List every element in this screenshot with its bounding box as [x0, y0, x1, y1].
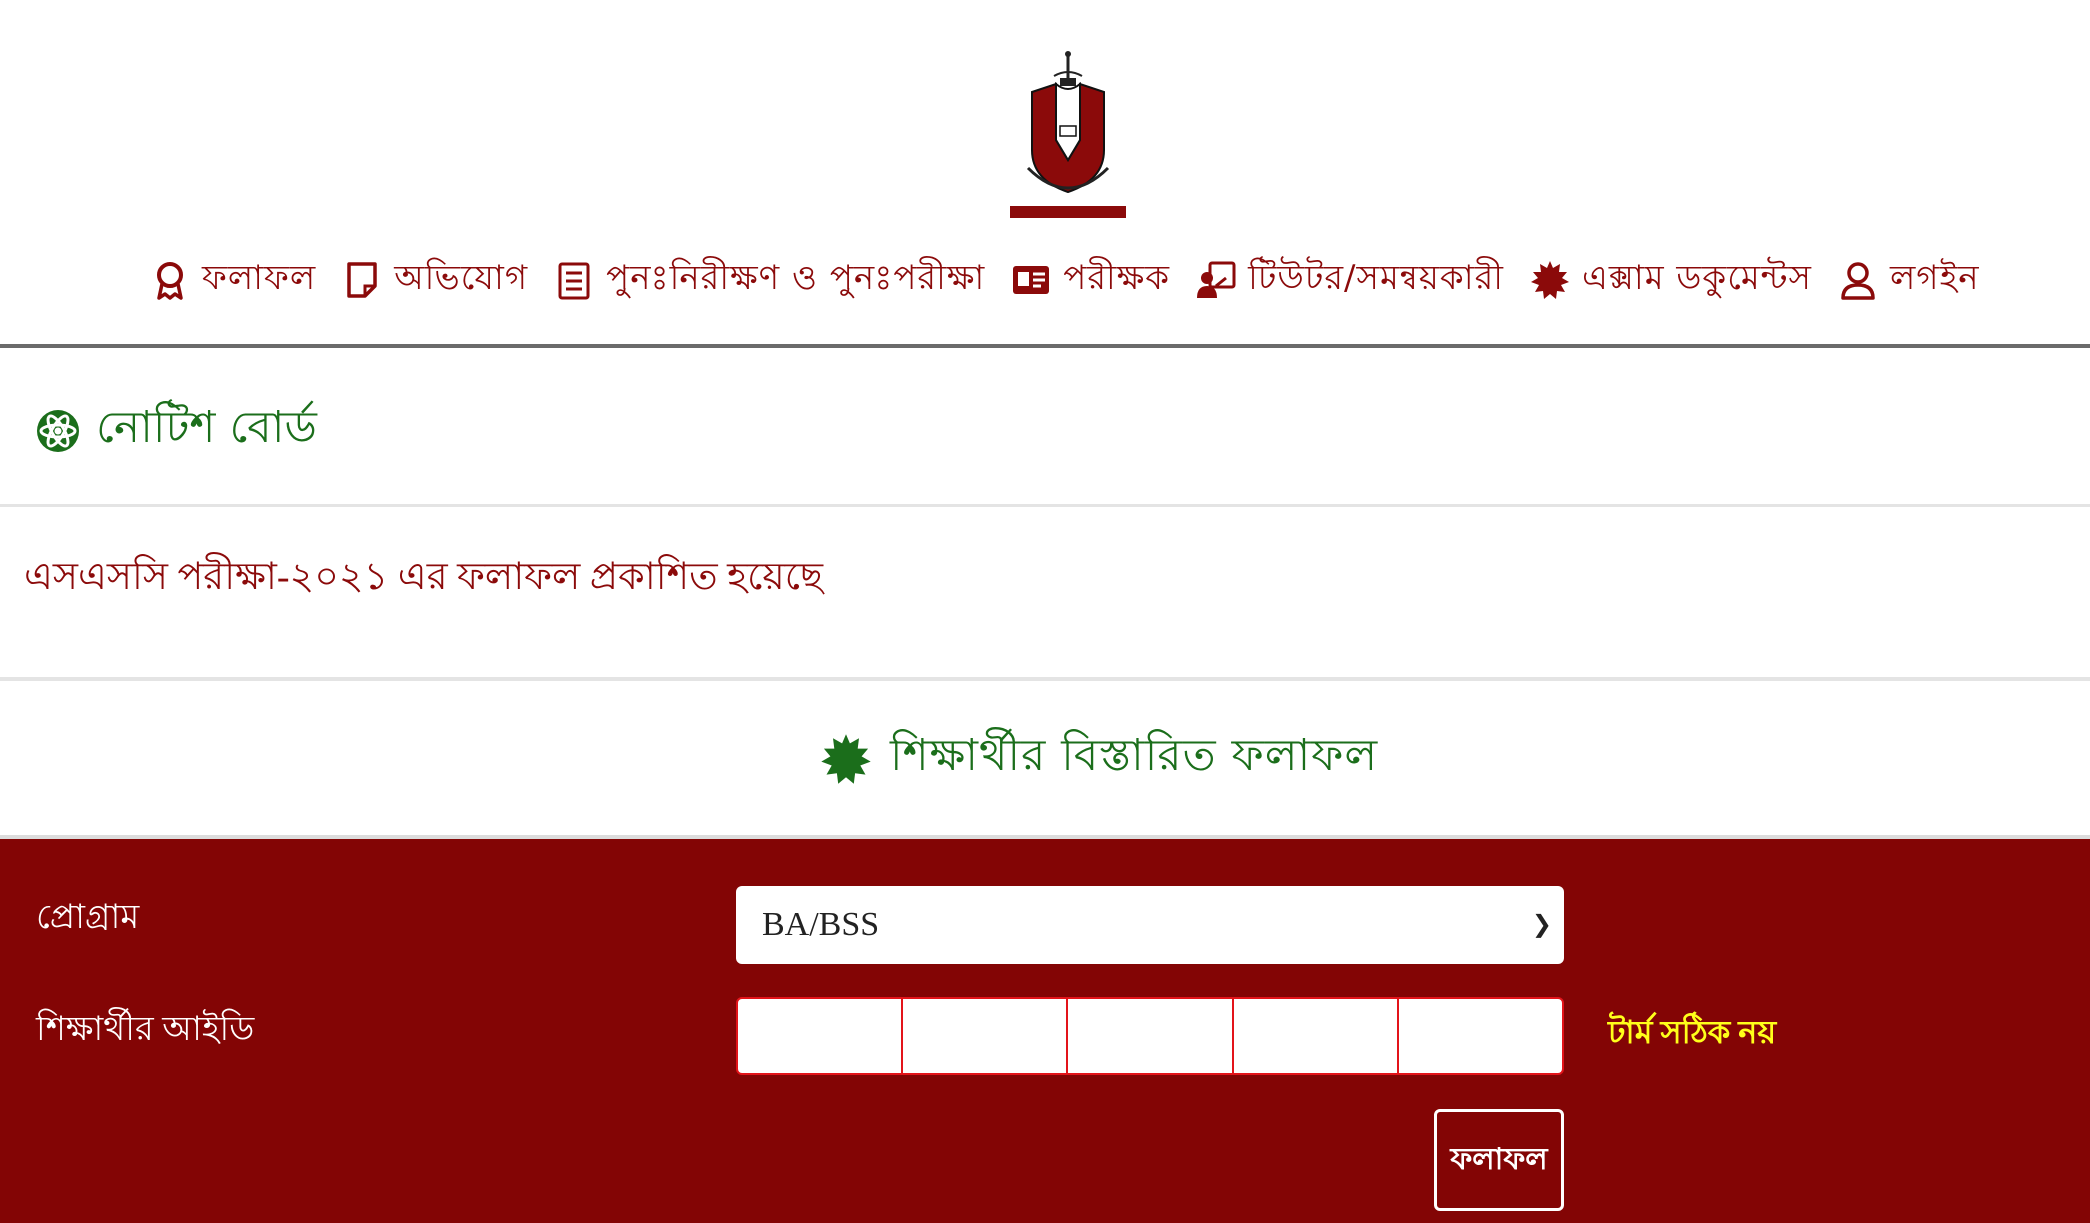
program-select-value: BA/BSS — [762, 906, 880, 943]
university-logo[interactable] — [1010, 50, 1126, 218]
chevron-down-icon: ❯ — [1531, 910, 1552, 938]
student-id-segment-3[interactable] — [1068, 999, 1233, 1073]
student-id-input-group — [736, 997, 1564, 1075]
student-id-segment-1[interactable] — [738, 999, 903, 1073]
program-label: প্রোগ্রাম — [36, 899, 140, 936]
nav-item-examiner[interactable] — [1011, 252, 1170, 309]
nav-item-tutor[interactable] — [1196, 252, 1504, 309]
result-submit-button[interactable]: ফলাফল — [1434, 1109, 1564, 1211]
nav-item-label: এক্সাম ডকুমেন্টস — [1582, 257, 1812, 298]
validation-error: টার্ম সঠিক নয় — [1608, 1014, 1777, 1050]
notice-board-title — [34, 394, 317, 467]
nav-item-result[interactable] — [150, 252, 316, 309]
nav-item-exam-documents[interactable] — [1530, 252, 1812, 309]
nav-item-label: লগইন — [1889, 257, 1980, 298]
nav-item-label: ফলাফল — [202, 257, 317, 298]
id-card-icon — [1011, 260, 1051, 300]
student-id-segment-5[interactable] — [1399, 999, 1562, 1073]
main-nav — [150, 250, 2006, 310]
teacher-icon — [1196, 260, 1236, 300]
result-section-title — [820, 722, 1378, 795]
result-form — [0, 839, 2090, 1223]
program-select[interactable] — [736, 886, 1564, 964]
nav-item-login[interactable] — [1838, 252, 1980, 309]
note-icon — [342, 260, 382, 300]
notice-item[interactable]: এসএসসি পরীক্ষা-২০২১ এর ফলাফল প্রকাশিত হয়েছে — [24, 556, 824, 598]
notice-board-body — [0, 507, 2090, 681]
nav-item-complaint[interactable] — [342, 252, 528, 309]
notice-board-header — [0, 348, 2090, 507]
badge-icon — [820, 731, 872, 787]
nav-item-label: পরীক্ষক — [1063, 257, 1171, 298]
user-icon — [1838, 260, 1878, 300]
result-section-title-text: শিক্ষার্থীর বিস্তারিত ফলাফল — [890, 730, 1379, 781]
student-id-segment-2[interactable] — [903, 999, 1068, 1073]
notice-board-title-text: নোটিশ বোর্ড — [96, 402, 317, 453]
atom-icon — [34, 404, 82, 458]
student-id-segment-4[interactable] — [1234, 999, 1399, 1073]
site-header — [0, 0, 2090, 345]
nav-item-rescrutiny[interactable] — [554, 252, 985, 309]
nav-item-label: টিউটর/সমন্বয়কারী — [1248, 257, 1504, 298]
checklist-icon — [554, 260, 594, 300]
award-icon — [150, 260, 190, 300]
nav-item-label: পুনঃনিরীক্ষণ ও পুনঃপরীক্ষা — [606, 257, 986, 298]
student-id-label: শিক্ষার্থীর আইডি — [36, 1011, 255, 1048]
badge-icon — [1530, 260, 1570, 300]
nav-item-label: অভিযোগ — [394, 257, 529, 298]
